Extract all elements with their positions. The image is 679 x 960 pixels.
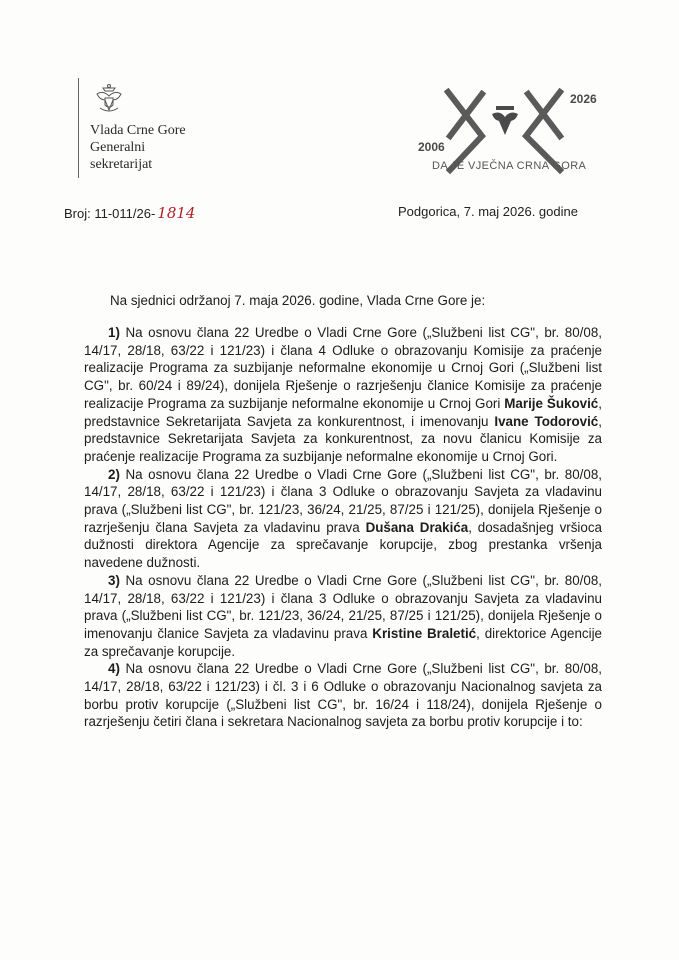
person-name: Marije Šuković [504, 395, 599, 411]
item-number: 3) [108, 572, 120, 588]
decision-item-3 [84, 572, 602, 661]
coat-of-arms-icon [92, 82, 126, 116]
item-text: Na osnovu člana 22 Uredbe o Vladi Crne Gore („Službeni list CG", br. 80/08, 14/17, 28/18, 63/22 i 121/23) i čl. 3 i 6 Odluke o obrazovanju Nacionalnog savjeta za borbu protiv korupcije („Službeni list CG", br. 16/24 i 118/24), donijela Rješenje o razrješenju četiri člana i sekretara Nacionalnog savjeta za borbu protiv korupcije i to: [84, 661, 602, 730]
item-text: , predstavnice Sekretarijata Savjeta za konkurentnost, i imenovanju [84, 395, 602, 429]
item-text: Na osnovu člana 22 Uredbe o Vladi Crne Gore („Službeni list CG", br. 80/08, 14/17, 28/18, 63/22 i 121/23) i člana 3 Odluke o obrazovanju Savjeta za vladavinu prava („Službeni list CG", br. 121/23, 36/24, 21/25, 87/25 i 121/25), donijela Rješenje o razrješenju člana Savjeta za vladavinu prava [84, 466, 602, 535]
decision-item-4 [84, 660, 602, 731]
logo-year-start: 2006 [418, 140, 445, 154]
intro-sentence: Na sjednici održanoj 7. maja 2026. godine, Vlada Crne Gore je: [110, 293, 486, 308]
item-text: , direktorice Agencije za sprečavanje korupcije. [84, 625, 602, 659]
item-number: 4) [108, 661, 120, 677]
item-number: 1) [108, 325, 120, 340]
issuer-line-2: Generalni [90, 140, 146, 155]
person-name: Kristine Braletić [372, 625, 477, 641]
place-date: Podgorica, 7. maj 2026. godine [398, 204, 578, 219]
logo-motto: DA JE VJEČNA CRNA GORA [432, 160, 587, 172]
issuer-line-3: sekretarijat [90, 157, 153, 172]
item-text: , predstavnice Sekretarijata Savjeta za konkurentnost, za novu članicu Komisije za praćenje realizacije Programa za suzbijanje neformalne ekonomije u Crnoj Gori. [84, 413, 602, 464]
person-name: Dušana Drakića [365, 519, 469, 535]
reference-prefix: Broj: 11-011/26- [64, 206, 156, 221]
item-text: Na osnovu člana 22 Uredbe o Vladi Crne Gore („Službeni list CG", br. 80/08, 14/17, 28/18, 63/22 i 121/23) i člana 4 Odluke o obrazovanju Komisije za praćenje realizacije Programa za suzbijanje neformalne ekonomije u Crnoj Gori („Službeni list CG", br. 60/24 i 89/24), donijela Rješenje o razrješenju članice Komisije za praćenje realizacije Programa za suzbijanje neformalne ekonomije u Crnoj Gori [84, 325, 602, 411]
person-name: Ivane Todorović [494, 413, 599, 429]
issuer-line-1: Vlada Crne Gore [90, 123, 186, 138]
item-text: , dosadašnjeg vršioca dužnosti direktora Agencije za sprečavanje korupcije, zbog prestanka vršenja navedene dužnosti. [84, 519, 602, 571]
decision-list [84, 324, 602, 731]
issuer-block [90, 122, 186, 173]
item-number: 2) [108, 466, 120, 482]
decision-item-2 [84, 466, 602, 572]
logo-year-end: 2026 [570, 92, 597, 106]
header-divider [78, 78, 79, 178]
handwritten-number: 1814 [157, 204, 196, 222]
item-text: Na osnovu člana 22 Uredbe o Vladi Crne Gore („Službeni list CG", br. 80/08, 14/17, 28/18, 63/22 i 121/23) i člana 3 Odluke o obrazovanju Savjeta za vladavinu prava („Službeni list CG", br. 121/23, 36/24, 21/25, 87/25 i 121/25), donijela Rješenje o imenovanju članice Savjeta za vladavinu prava [84, 572, 602, 641]
decision-item-1 [84, 324, 602, 466]
reference-number [64, 204, 195, 222]
